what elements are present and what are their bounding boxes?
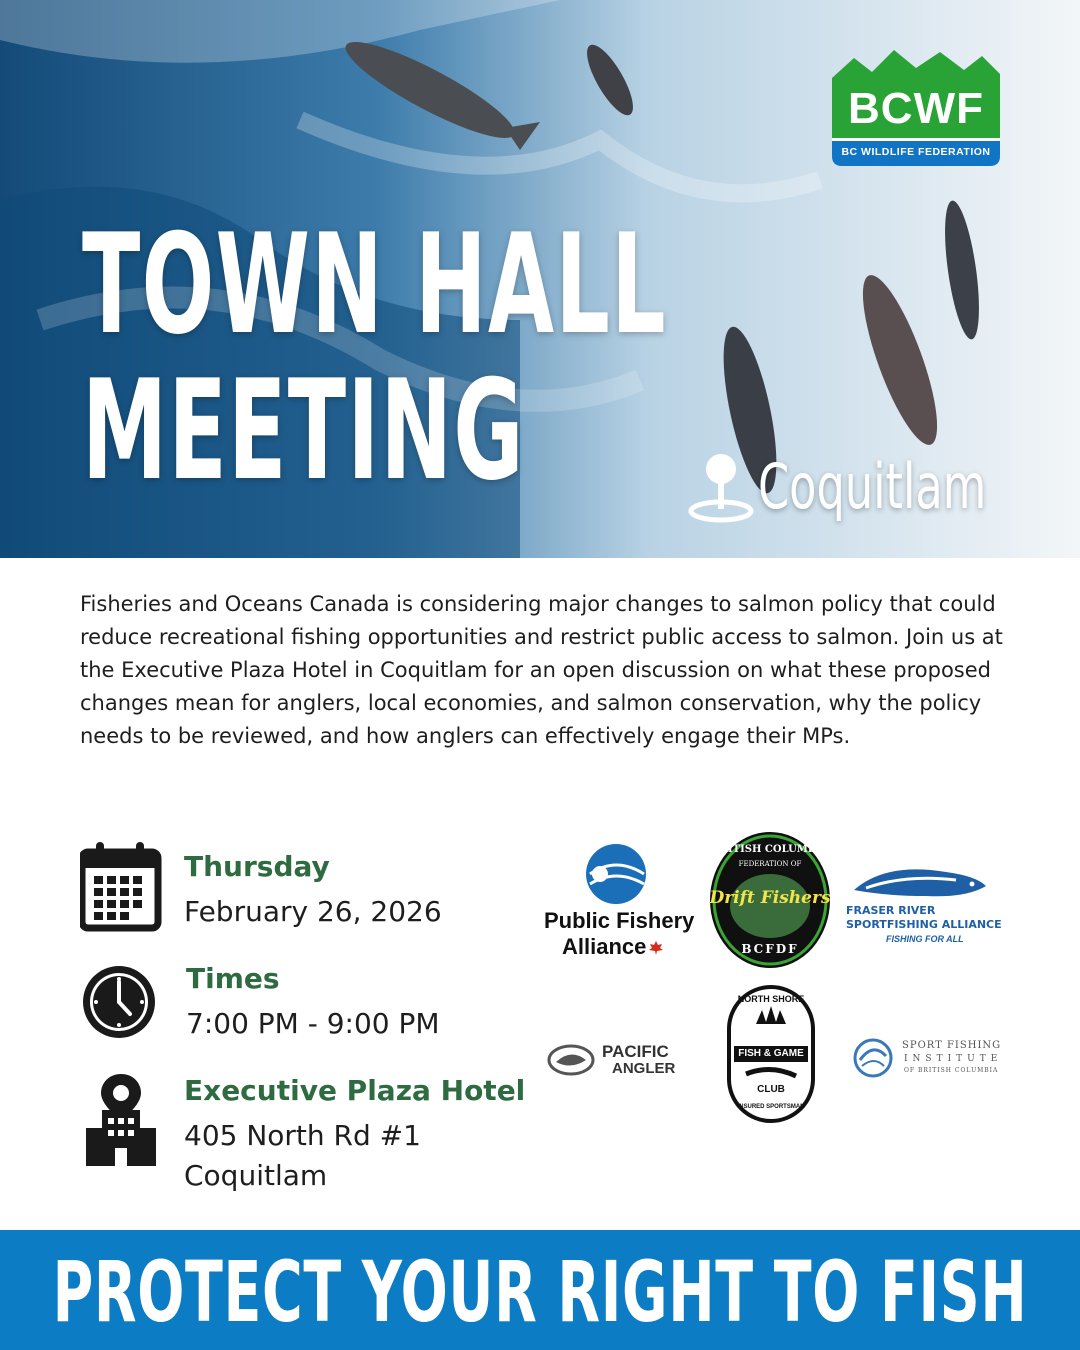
bcwf-abbr: BCWF	[848, 84, 984, 133]
hero-banner	[0, 0, 1080, 558]
ns-top: NORTH SHORE	[737, 994, 805, 1004]
drift-fishers-logo	[708, 830, 832, 970]
swirl-icon	[850, 1036, 896, 1080]
sfi-line1: SPORT FISHING	[902, 1040, 1002, 1051]
ns-bottom: INSURED SPORTSMAN	[737, 1104, 805, 1110]
time-label: Times	[186, 962, 280, 995]
public-fishery-alliance-logo	[540, 844, 700, 964]
venue-block	[80, 1074, 526, 1192]
location-city: Coquitlam	[758, 449, 987, 523]
bcwf-logo	[832, 48, 1000, 166]
pacific-line2: ANGLER	[612, 1060, 676, 1077]
drift-name: Drift Fishers	[709, 888, 831, 908]
fraser-line2: SPORTFISHING ALLIANCE	[846, 918, 1002, 931]
salmon-icon	[846, 860, 1006, 904]
fraser-tagline: FISHING FOR ALL	[886, 934, 964, 944]
pacific-angler-logo	[546, 1036, 696, 1086]
time-value: 7:00 PM - 9:00 PM	[186, 1007, 440, 1040]
venue-address-line2: Coquitlam	[184, 1159, 328, 1192]
map-pin-icon	[688, 449, 754, 523]
date-block	[80, 842, 442, 932]
bcwf-name: BC WILDLIFE FEDERATION	[841, 146, 991, 158]
title-line-2: MEETING	[82, 350, 525, 511]
clock-icon	[80, 962, 162, 1052]
north-shore-logo	[726, 984, 816, 1124]
maple-leaf-icon	[648, 940, 664, 956]
partner-logos	[540, 830, 1020, 1130]
sfi-line3: OF BRITISH COLUMBIA	[904, 1067, 999, 1074]
location-tag	[688, 446, 1075, 526]
footer-slogan: PROTECT YOUR RIGHT TO FISH	[52, 1243, 1028, 1341]
calendar-icon	[80, 842, 162, 932]
venue-address-line1: 405 North Rd #1	[184, 1119, 421, 1152]
footer-banner	[0, 1230, 1080, 1350]
fish-globe-icon	[540, 844, 700, 904]
ns-mid: FISH & GAME	[738, 1048, 804, 1059]
date-value: February 26, 2026	[184, 895, 442, 928]
drift-fed: FEDERATION OF	[738, 860, 802, 868]
sfi-line2: INSTITUTE	[904, 1054, 1003, 1064]
fraser-line1: FRASER RIVER	[846, 904, 936, 917]
event-description: Fisheries and Oceans Canada is considering major changes to salmon policy that could reduce recreational fishing opportunities and restrict public access to salmon. Join us at the Executive Plaza Hotel in Coquitlam for an open discussion on what these proposed changes mean for anglers, local economies, and salmon conservation, why the policy needs to be reviewed, and how anglers can effectively engage their MPs.	[80, 592, 1003, 748]
pfa-line2: Alliance	[562, 934, 647, 959]
fraser-river-logo	[846, 860, 1006, 950]
venue-name: Executive Plaza Hotel	[184, 1074, 526, 1107]
sport-fishing-institute-logo	[850, 1036, 1010, 1086]
ns-club: CLUB	[757, 1084, 785, 1095]
pfa-line1: Public Fishery	[544, 908, 695, 933]
drift-abbr: BCFDF	[741, 942, 799, 956]
date-label: Thursday	[184, 850, 330, 883]
time-block	[80, 962, 440, 1052]
drift-top: BRITISH COLUMBIA	[711, 844, 829, 855]
pacific-line1: PACIFIC	[602, 1042, 669, 1061]
fish-circle-icon	[546, 1040, 596, 1080]
hotel-location-icon	[80, 1074, 162, 1166]
event-title	[82, 204, 667, 511]
title-line-1: TOWN HALL	[82, 204, 667, 365]
